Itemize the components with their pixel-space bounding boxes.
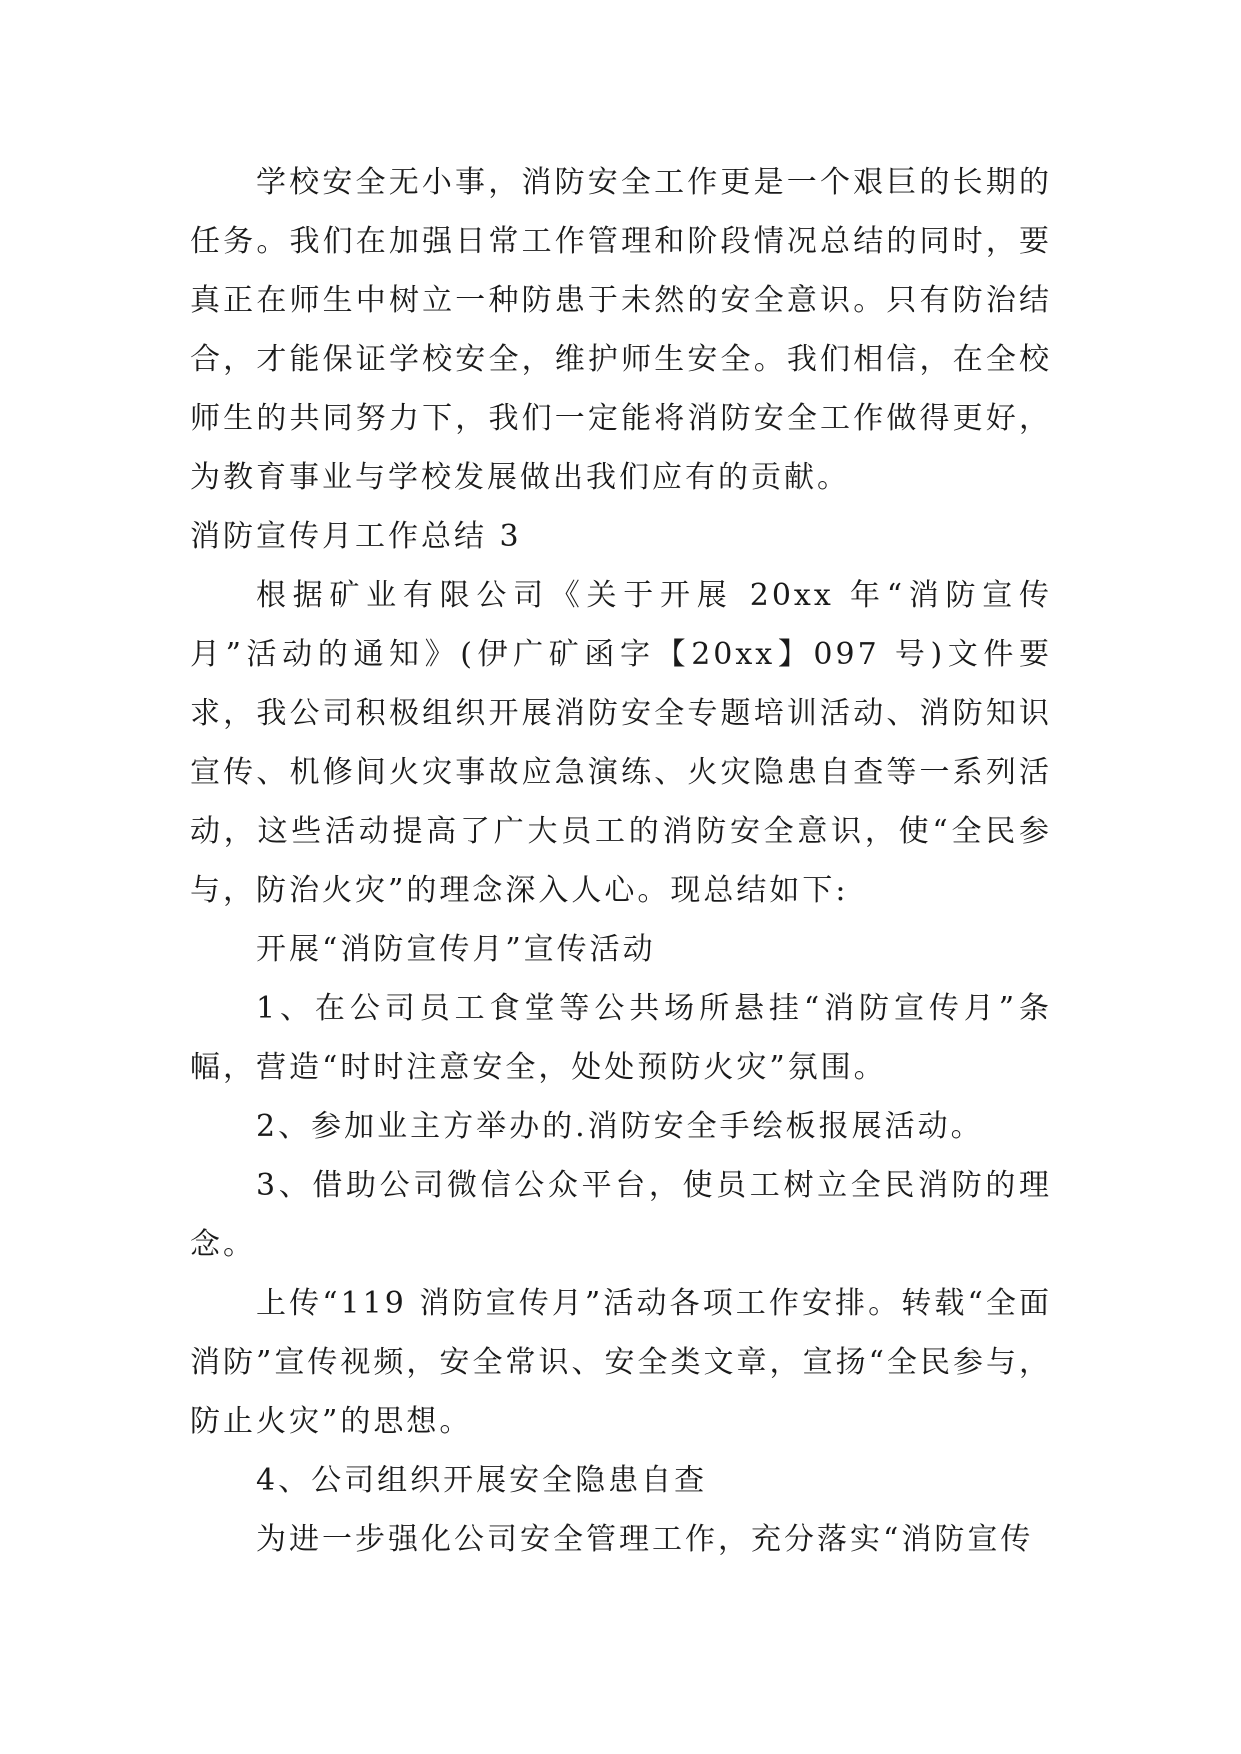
document-body (190, 153, 1052, 1569)
paragraph-activity-title: 开展“消防宣传月”宣传活动 (256, 932, 656, 967)
paragraph-item-1: 1、在公司员工食堂等公共场所悬挂“消防宣传月”条幅，营造“时时注意安全，处处预防火灾”氛围。 (190, 991, 1052, 1085)
paragraph-school-safety: 学校安全无小事，消防安全工作更是一个艰巨的长期的任务。我们在加强日常工作管理和阶段情况总结的同时，要真正在师生中树立一种防患于未然的安全意识。只有防治结合，才能保证学校安全，维护师生安全。我们相信，在全校师生的共同努力下，我们一定能将消防安全工作做得更好，为教育事业与学校发展做出我们应有的贡献。 (190, 165, 1052, 495)
paragraph-item-3: 3、借助公司微信公众平台，使员工树立全民消防的理念。 (190, 1168, 1052, 1262)
paragraph-strengthen: 为进一步强化公司安全管理工作，充分落实“消防宣传 (256, 1522, 1034, 1557)
paragraph-upload: 上传“119 消防宣传月”活动各项工作安排。转载“全面消防”宣传视频，安全常识、安全类文章，宣扬“全民参与，防止火灾”的思想。 (190, 1286, 1052, 1439)
paragraph-notice-requirements: 根据矿业有限公司《关于开展 20xx 年“消防宣传月”活动的通知》(伊广矿函字【20xx】097 号)文件要求，我公司积极组织开展消防安全专题培训活动、消防知识宣传、机修间火灾事故应急演练、火灾隐患自查等一系列活动，这些活动提高了广大员工的消防安全意识，使“全民参与，防治火灾”的理念深入人心。现总结如下: (190, 578, 1052, 908)
paragraph-item-4: 4、公司组织开展安全隐患自查 (256, 1463, 708, 1498)
paragraph-item-2: 2、参加业主方举办的.消防安全手绘板报展活动。 (256, 1109, 984, 1144)
section-heading: 消防宣传月工作总结 3 (190, 519, 522, 554)
